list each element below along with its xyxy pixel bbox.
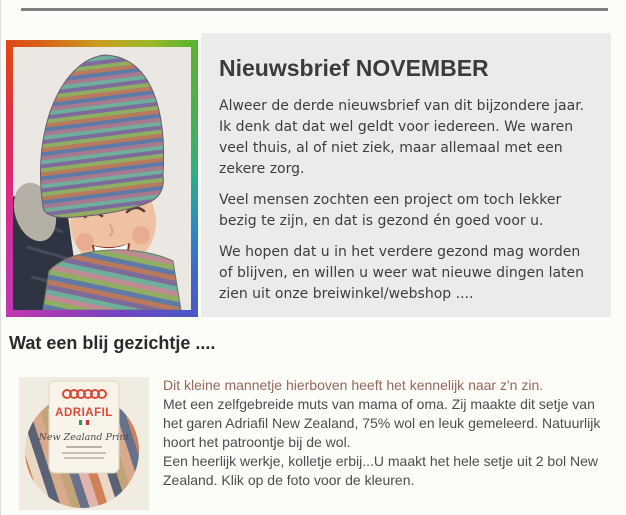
child-photo [6,40,198,317]
newsletter-paragraph: We hopen dat u in het verdere gezond mag worden of blijven, en willen u weer wat nieuwe dingen laten zien uit onze breiwinkel/webshop .... [219,244,585,302]
italy-flag-icon [79,420,89,425]
newsletter-title: Nieuwsbrief NOVEMBER [219,55,489,81]
adriafil-logo-icon [63,390,106,398]
label-fineprint-line [64,457,104,459]
section-paragraph: Een heerlijk werkje, kolletje erbij...U maakt het hele setje uit 2 bol New Zealand. Klik op de foto voor de kleuren. [163,453,598,488]
newsletter-paragraph: Veel mensen zochten een project om toch lekker bezig te zijn, en dat is gezond én goed voor u. [219,192,562,229]
yarn-ball-illustration [19,377,149,510]
newsletter-panel [201,33,611,317]
top-divider [21,8,608,11]
label-fineprint-line [62,452,106,454]
section-body [163,376,618,490]
yarn-brand-text: ADRIAFIL [55,407,113,419]
yarn-product-text: New Zealand Print [38,432,130,443]
newsletter-paragraph: Alweer de derde nieuwsbrief van dit bijzondere jaar. Ik denk dat dat wel geldt voor iedereen. We waren veel thuis, al of niet ziek, maar allemaal met een zekere zorg. [219,98,585,177]
section-intro: Dit kleine mannetje hierboven heeft het kennelijk naar z'n zin. [163,377,544,393]
yarn-photo-link[interactable] [19,377,149,510]
yarn-label [38,381,130,473]
newsletter-body [219,96,597,305]
label-fineprint-line [66,446,102,448]
section-paragraph: Met een zelfgebreide muts van mama of oma. Zij maakte dit setje van het garen Adriafil New Zealand, 75% wol en leuk gemeleerd. Natuurlijk hoort het patroontje bij de wol. [163,396,601,450]
child-photo-illustration [13,47,191,310]
section-heading: Wat een blij gezichtje .... [9,333,216,353]
